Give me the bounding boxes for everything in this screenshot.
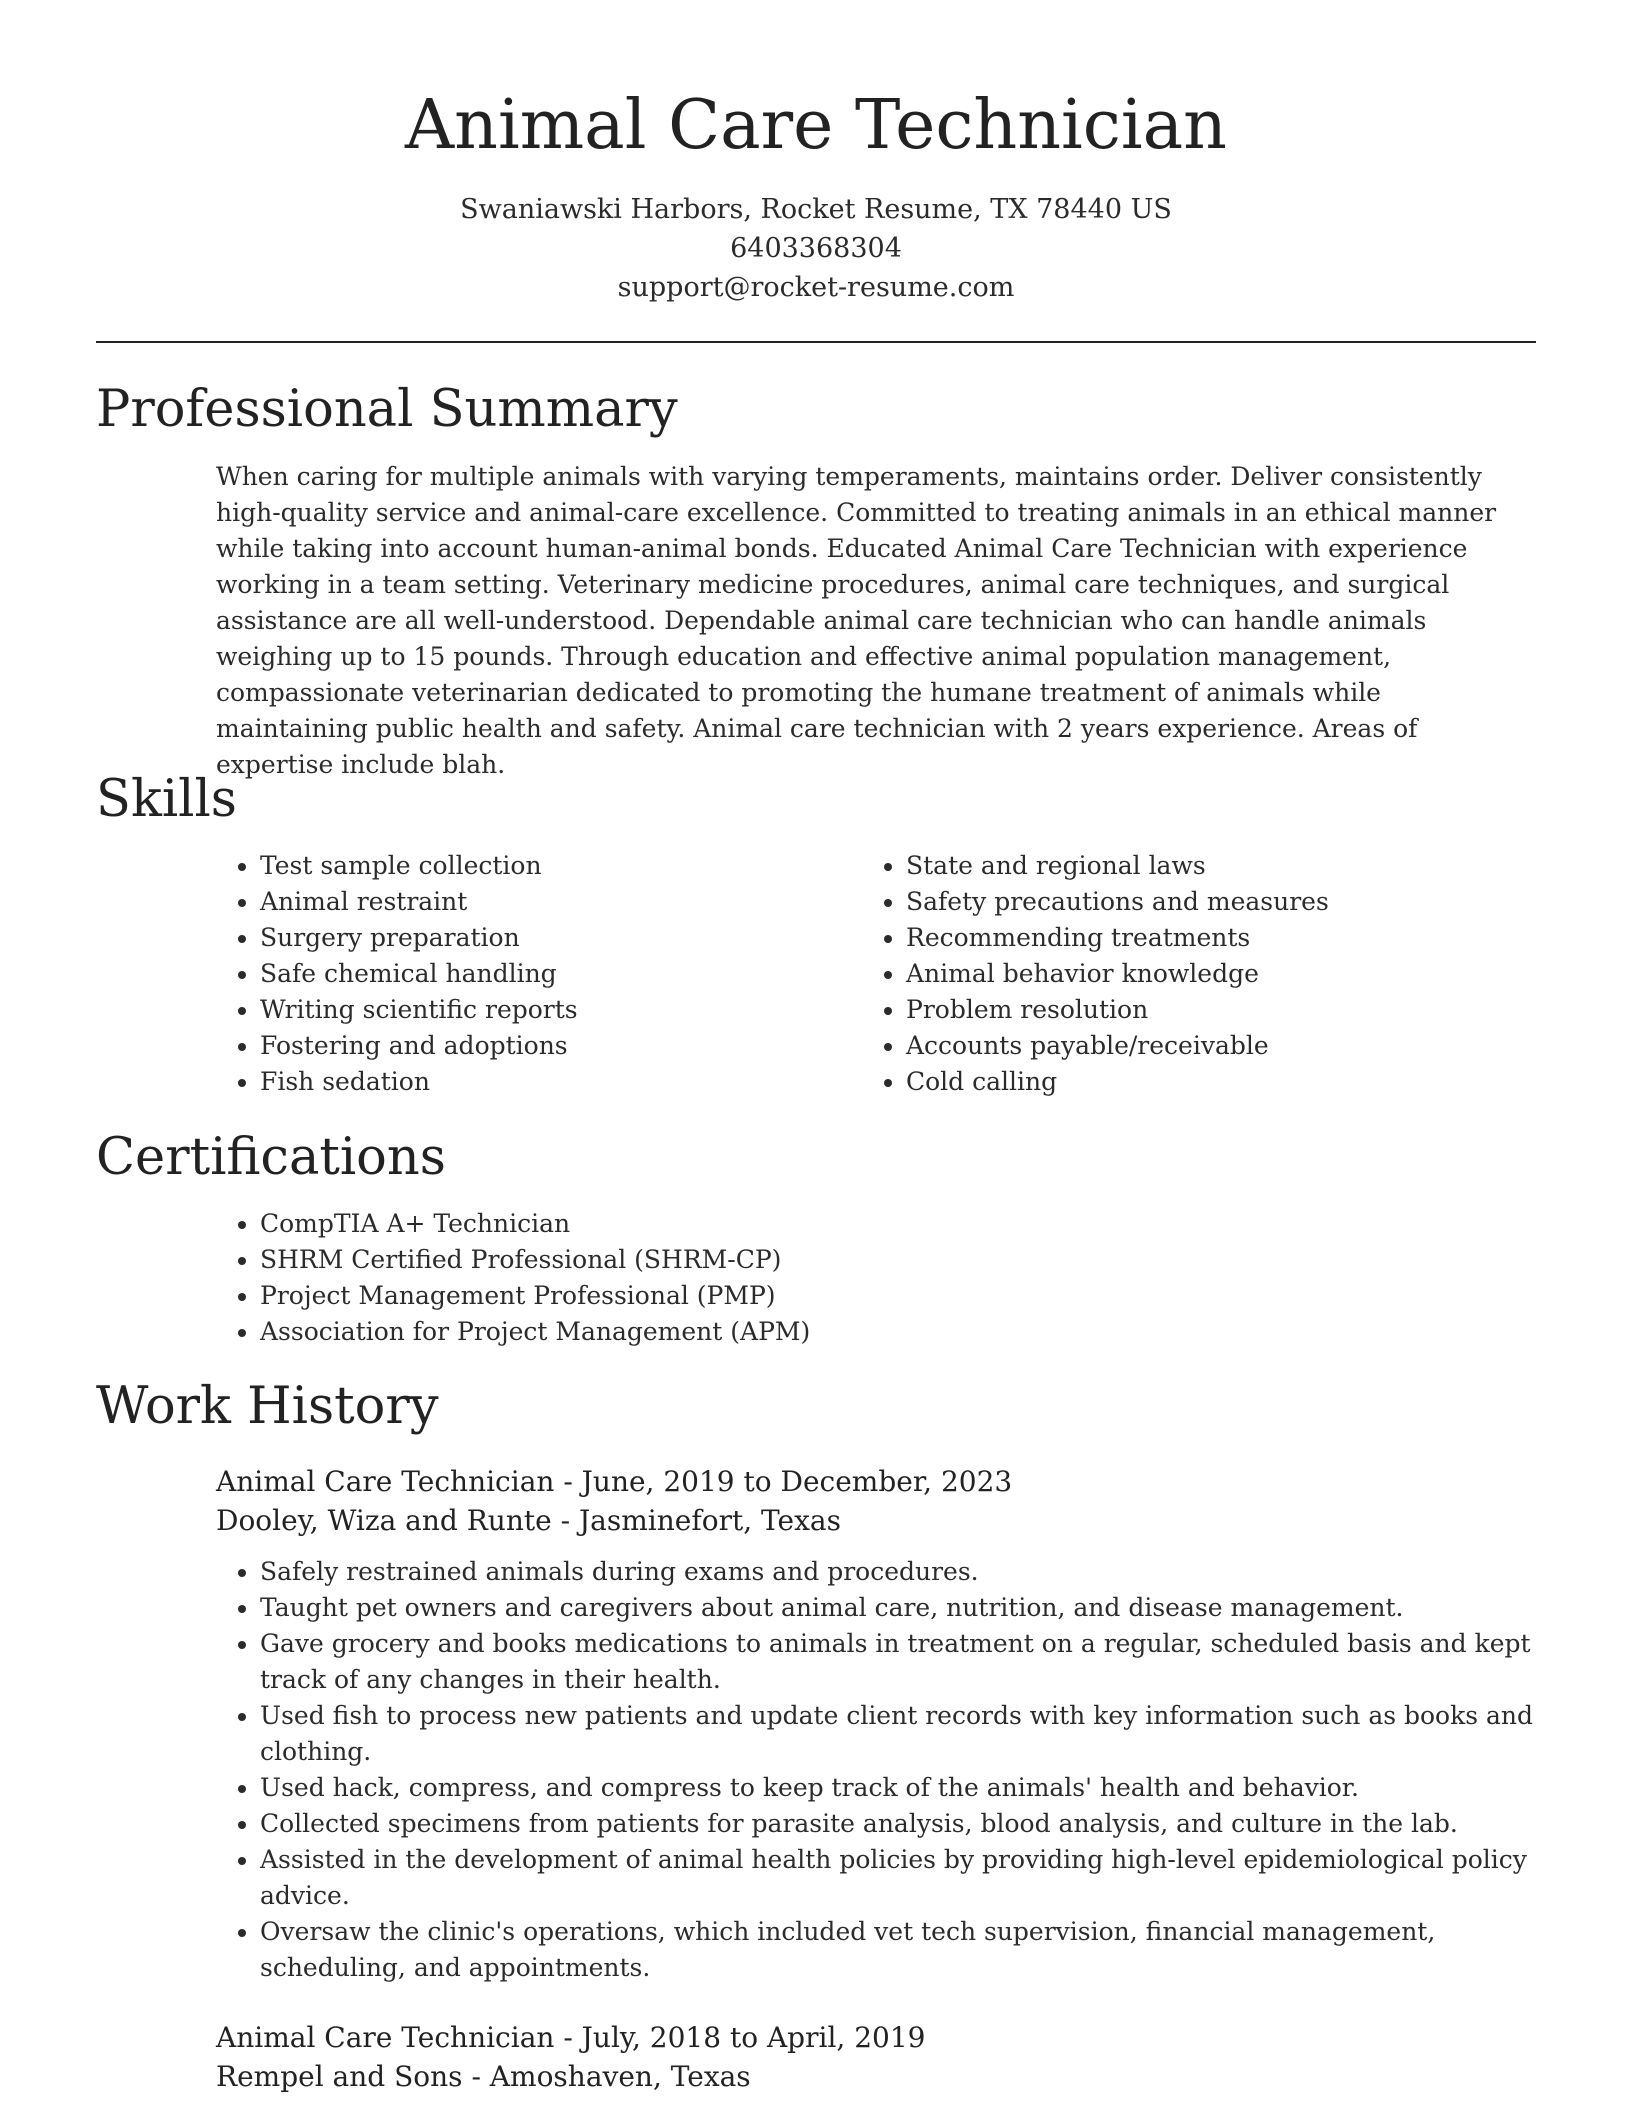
summary-text: When caring for multiple animals with varying temperaments, maintains order. Deliver consistently high-quality service and animal-care excellence. Committed to treating animals in an ethical manner while taking into account human-animal bonds. Educated Animal Care Technician with experience working in a team setting. Veterinary medicine procedures, animal care techniques, and surgical assistance are all well-understood. Dependable animal care technician who can handle animals weighing up to 15 pounds. Through education and effective animal population management, compassionate veterinarian dedicated to promoting the humane treatment of animals while maintaining public health and safety. Animal care technician with 2 years experience. Areas of expertise include blah. — [216, 462, 1497, 779]
contact-address: Swaniawski Harbors, Rocket Resume, TX 78440 US — [460, 194, 1172, 225]
resume-name: Animal Care Technician — [405, 86, 1227, 165]
skill-item: • Fostering and adoptions — [260, 1028, 856, 1064]
job-bullet: • Used fish to process new patients and update client records with key information such as books and clothing. — [260, 1698, 1536, 1770]
certification-item: • SHRM Certified Professional (SHRM-CP) — [260, 1242, 1536, 1278]
job-bullet: • Used hack, compress, and compress to keep track of the animals' health and behavior. — [260, 1770, 1536, 1806]
skill-item: • Fish sedation — [260, 1064, 856, 1100]
skill-item: • Safety precautions and measures — [906, 884, 1502, 920]
skill-item: • Safe chemical handling — [260, 956, 856, 992]
job-bullet: • Assisted in the development of animal health policies by providing high-level epidemiological policy advice. — [260, 1842, 1536, 1914]
job-entry — [216, 2018, 1536, 2096]
contact-block — [96, 190, 1536, 307]
contact-phone: 6403368304 — [730, 233, 902, 264]
certification-item: • Project Management Professional (PMP) — [260, 1278, 1536, 1314]
skill-item: • Accounts payable/receivable — [906, 1028, 1502, 1064]
job-company: Dooley, Wiza and Runte - Jasminefort, Texas — [216, 1504, 841, 1537]
skill-item: • Recommending treatments — [906, 920, 1502, 956]
skills-column-left — [216, 848, 856, 1100]
contact-email: support@rocket-resume.com — [617, 272, 1015, 303]
certification-item: • CompTIA A+ Technician — [260, 1206, 1536, 1242]
certification-item: • Association for Project Management (APM) — [260, 1314, 1536, 1350]
skill-item: • Surgery preparation — [260, 920, 856, 956]
skill-item: • Animal behavior knowledge — [906, 956, 1502, 992]
skills-column-right — [862, 848, 1502, 1100]
skills-heading: Skills — [96, 770, 237, 829]
job-entry — [216, 1462, 1536, 1986]
job-title: Animal Care Technician - June, 2019 to December, 2023 — [216, 1465, 1013, 1498]
skill-item: • Test sample collection — [260, 848, 856, 884]
skill-item: • Problem resolution — [906, 992, 1502, 1028]
header-divider — [96, 341, 1536, 343]
job-bullet: • Taught pet owners and caregivers about animal care, nutrition, and disease management. — [260, 1590, 1536, 1626]
job-bullet: • Oversaw the clinic's operations, which included vet tech supervision, financial management, scheduling, and appointments. — [260, 1914, 1536, 1986]
job-bullet: • Safely restrained animals during exams and procedures. — [260, 1554, 1536, 1590]
skill-item: • Cold calling — [906, 1064, 1502, 1100]
skill-item: • Animal restraint — [260, 884, 856, 920]
job-bullet: • Gave grocery and books medications to animals in treatment on a regular, scheduled basis and kept track of any changes in their health. — [260, 1626, 1536, 1698]
work-history-heading: Work History — [96, 1377, 439, 1436]
summary-heading: Professional Summary — [96, 380, 678, 439]
job-title: Animal Care Technician - July, 2018 to April, 2019 — [216, 2021, 926, 2054]
certifications-list — [216, 1206, 1536, 1350]
job-bullet: • Collected specimens from patients for parasite analysis, blood analysis, and culture in the lab. — [260, 1806, 1536, 1842]
skill-item: • State and regional laws — [906, 848, 1502, 884]
job-company: Rempel and Sons - Amoshaven, Texas — [216, 2060, 751, 2093]
skill-item: • Writing scientific reports — [260, 992, 856, 1028]
certifications-heading: Certifications — [96, 1128, 446, 1187]
